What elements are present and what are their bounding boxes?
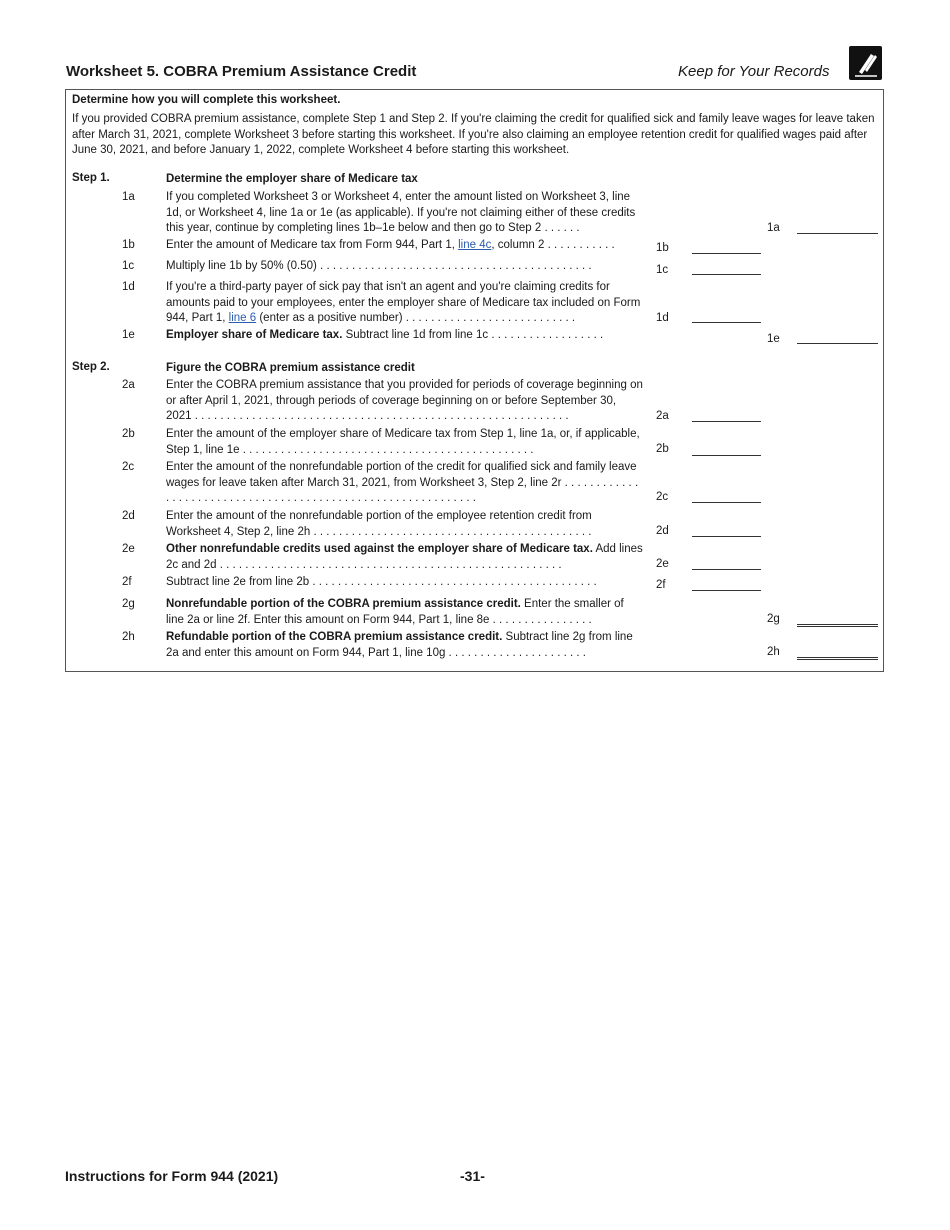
line-2b-ref: 2b (656, 443, 669, 455)
line-1c-text: Multiply line 1b by 50% (0.50) . . . . . . . . . . . . . . . . . . . . . . . . . . . . . . . . . . . . . . . . . . . (166, 260, 592, 272)
line-2e-number: 2e (122, 543, 135, 555)
line-2e-field[interactable] (692, 569, 761, 570)
line-2h-ref: 2h (767, 646, 780, 658)
worksheet-title: Worksheet 5. COBRA Premium Assistance Credit (66, 63, 417, 80)
line-2h-number: 2h (122, 631, 135, 643)
line-2a-text: Enter the COBRA premium assistance that you provided for periods of coverage beginning on or after April 1, 2021, through periods of coverage beginning on or before September 30, 2021 . . . . . . . . . . . . . . . . . . . . . . . . . . . . . . . . . . . . . . . . . . . . . . . . . . . . . . . . . . . (166, 379, 643, 422)
line-2f-text: Subtract line 2e from line 2b . . . . . . . . . . . . . . . . . . . . . . . . . . . . . . . . . . . . . . . . . . . . . (166, 576, 597, 588)
intro-heading: Determine how you will complete this worksheet. (72, 94, 341, 106)
line-2d-text: Enter the amount of the nonrefundable portion of the employee retention credit from Worksheet 4, Step 2, line 2h . . . . . . . . . . . . . . . . . . . . . . . . . . . . . . . . . . . . . . . . . . . . (166, 510, 592, 538)
line-1a-number: 1a (122, 191, 135, 203)
line-2d-number: 2d (122, 510, 135, 522)
line-2e-ref: 2e (656, 558, 669, 570)
intro-text: If you provided COBRA premium assistance, complete Step 1 and Step 2. If you're claiming the credit for qualified sick and family leave wages for leave taken after March 31, 2021, complete Worksheet 3 before starting this worksheet. If you're also claiming an employee retention credit for qualified wages paid after June 30, 2021, and before January 1, 2022, complete Worksheet 4 before starting this worksheet. (72, 113, 875, 156)
step1-title: Determine the employer share of Medicare tax (166, 173, 418, 185)
line-1b-number: 1b (122, 239, 135, 251)
line-1a-ref: 1a (767, 222, 780, 234)
keep-for-records-label: Keep for Your Records (678, 63, 830, 80)
line-1e-number: 1e (122, 329, 135, 341)
line-1d-ref: 1d (656, 312, 669, 324)
footer-form-name: Instructions for Form 944 (2021) (65, 1168, 279, 1184)
line-2g-text: Nonrefundable portion of the COBRA premium assistance credit. Enter the smaller of line 2a or line 2f. Enter this amount on Form 944, Part 1, line 8e . . . . . . . . . . . . . . . . (166, 598, 624, 626)
line-1d-field[interactable] (692, 322, 761, 323)
line-1d-number: 1d (122, 281, 135, 293)
line-2c-text: Enter the amount of the nonrefundable portion of the credit for qualified sick and family leave wages for leave taken after March 31, 2021, from Worksheet 3, Step 2, line 2r . . . . . . . . . . . . . . . . . . . . . . . . . . . . . . . . . . . . . . . . . . . . . . . . . . . . . . . . . . . . . (166, 461, 639, 504)
line-2f-field[interactable] (692, 590, 761, 591)
line-2g-ref: 2g (767, 613, 780, 625)
line-2a-ref: 2a (656, 410, 669, 422)
line-2h-field[interactable] (797, 657, 878, 660)
line-1a-field[interactable] (797, 233, 878, 234)
line-1a-text: If you completed Worksheet 3 or Worksheet 4, enter the amount listed on Worksheet 3, line 1d, or Worksheet 4, line 1a or 1e (as applicable). If you're not claiming either of these credits this year, continue by completing lines 1b–1e below and then go to Step 2 . . . . . . (166, 191, 636, 234)
line-2f-number: 2f (122, 576, 132, 588)
line-4c-link[interactable]: line 4c (458, 239, 492, 251)
line-1b-ref: 1b (656, 242, 669, 254)
line-1b-field[interactable] (692, 253, 761, 254)
line-2g-number: 2g (122, 598, 135, 610)
line-2g-field[interactable] (797, 624, 878, 627)
line-1e-ref: 1e (767, 333, 780, 345)
step2-label: Step 2. (72, 361, 110, 373)
line-1e-text: Employer share of Medicare tax. Subtract line 1d from line 1c . . . . . . . . . . . . . . . . . . (166, 329, 604, 341)
line-1d-text: If you're a third-party payer of sick pay that isn't an agent and you're claiming credits for amounts paid to your employees, enter the employer share of Medicare tax included on Form 944, Part 1, line 6 (enter as a positive number) . . . . . . . . . . . . . . . . . . . . . . . . . . . (166, 281, 641, 324)
line-1c-number: 1c (122, 260, 135, 272)
line-2c-ref: 2c (656, 491, 669, 503)
line-1c-ref: 1c (656, 264, 669, 276)
line-2b-field[interactable] (692, 455, 761, 456)
line-6-link[interactable]: line 6 (228, 312, 257, 324)
line-2b-text: Enter the amount of the employer share of Medicare tax from Step 1, line 1a, or, if applicable, Step 1, line 1e . . . . . . . . . . . . . . . . . . . . . . . . . . . . . . . . . . . . . . . . . . . . . . (166, 428, 640, 456)
pen-icon (849, 46, 882, 80)
line-2d-ref: 2d (656, 525, 669, 537)
line-2b-number: 2b (122, 428, 135, 440)
line-2e-text: Other nonrefundable credits used against the employer share of Medicare tax. Add lines 2c and 2d . . . . . . . . . . . . . . . . . . . . . . . . . . . . . . . . . . . . . . . . . . . . . . . . . . . . . . (166, 543, 643, 571)
line-2c-field[interactable] (692, 502, 761, 503)
line-2a-number: 2a (122, 379, 135, 391)
line-2d-field[interactable] (692, 536, 761, 537)
line-2f-ref: 2f (656, 579, 666, 591)
step2-title: Figure the COBRA premium assistance credit (166, 362, 415, 374)
step1-label: Step 1. (72, 172, 110, 184)
line-1b-text: Enter the amount of Medicare tax from Form 944, Part 1, line 4c, column 2 . . . . . . . . . . . (166, 239, 615, 251)
page-number: -31- (460, 1168, 485, 1184)
line-1e-field[interactable] (797, 343, 878, 344)
line-1c-field[interactable] (692, 274, 761, 275)
line-2a-field[interactable] (692, 421, 761, 422)
line-2h-text: Refundable portion of the COBRA premium assistance credit. Subtract line 2g from line 2a and enter this amount on Form 944, Part 1, line 10g . . . . . . . . . . . . . . . . . . . . . . (166, 631, 633, 659)
line-2c-number: 2c (122, 461, 135, 473)
